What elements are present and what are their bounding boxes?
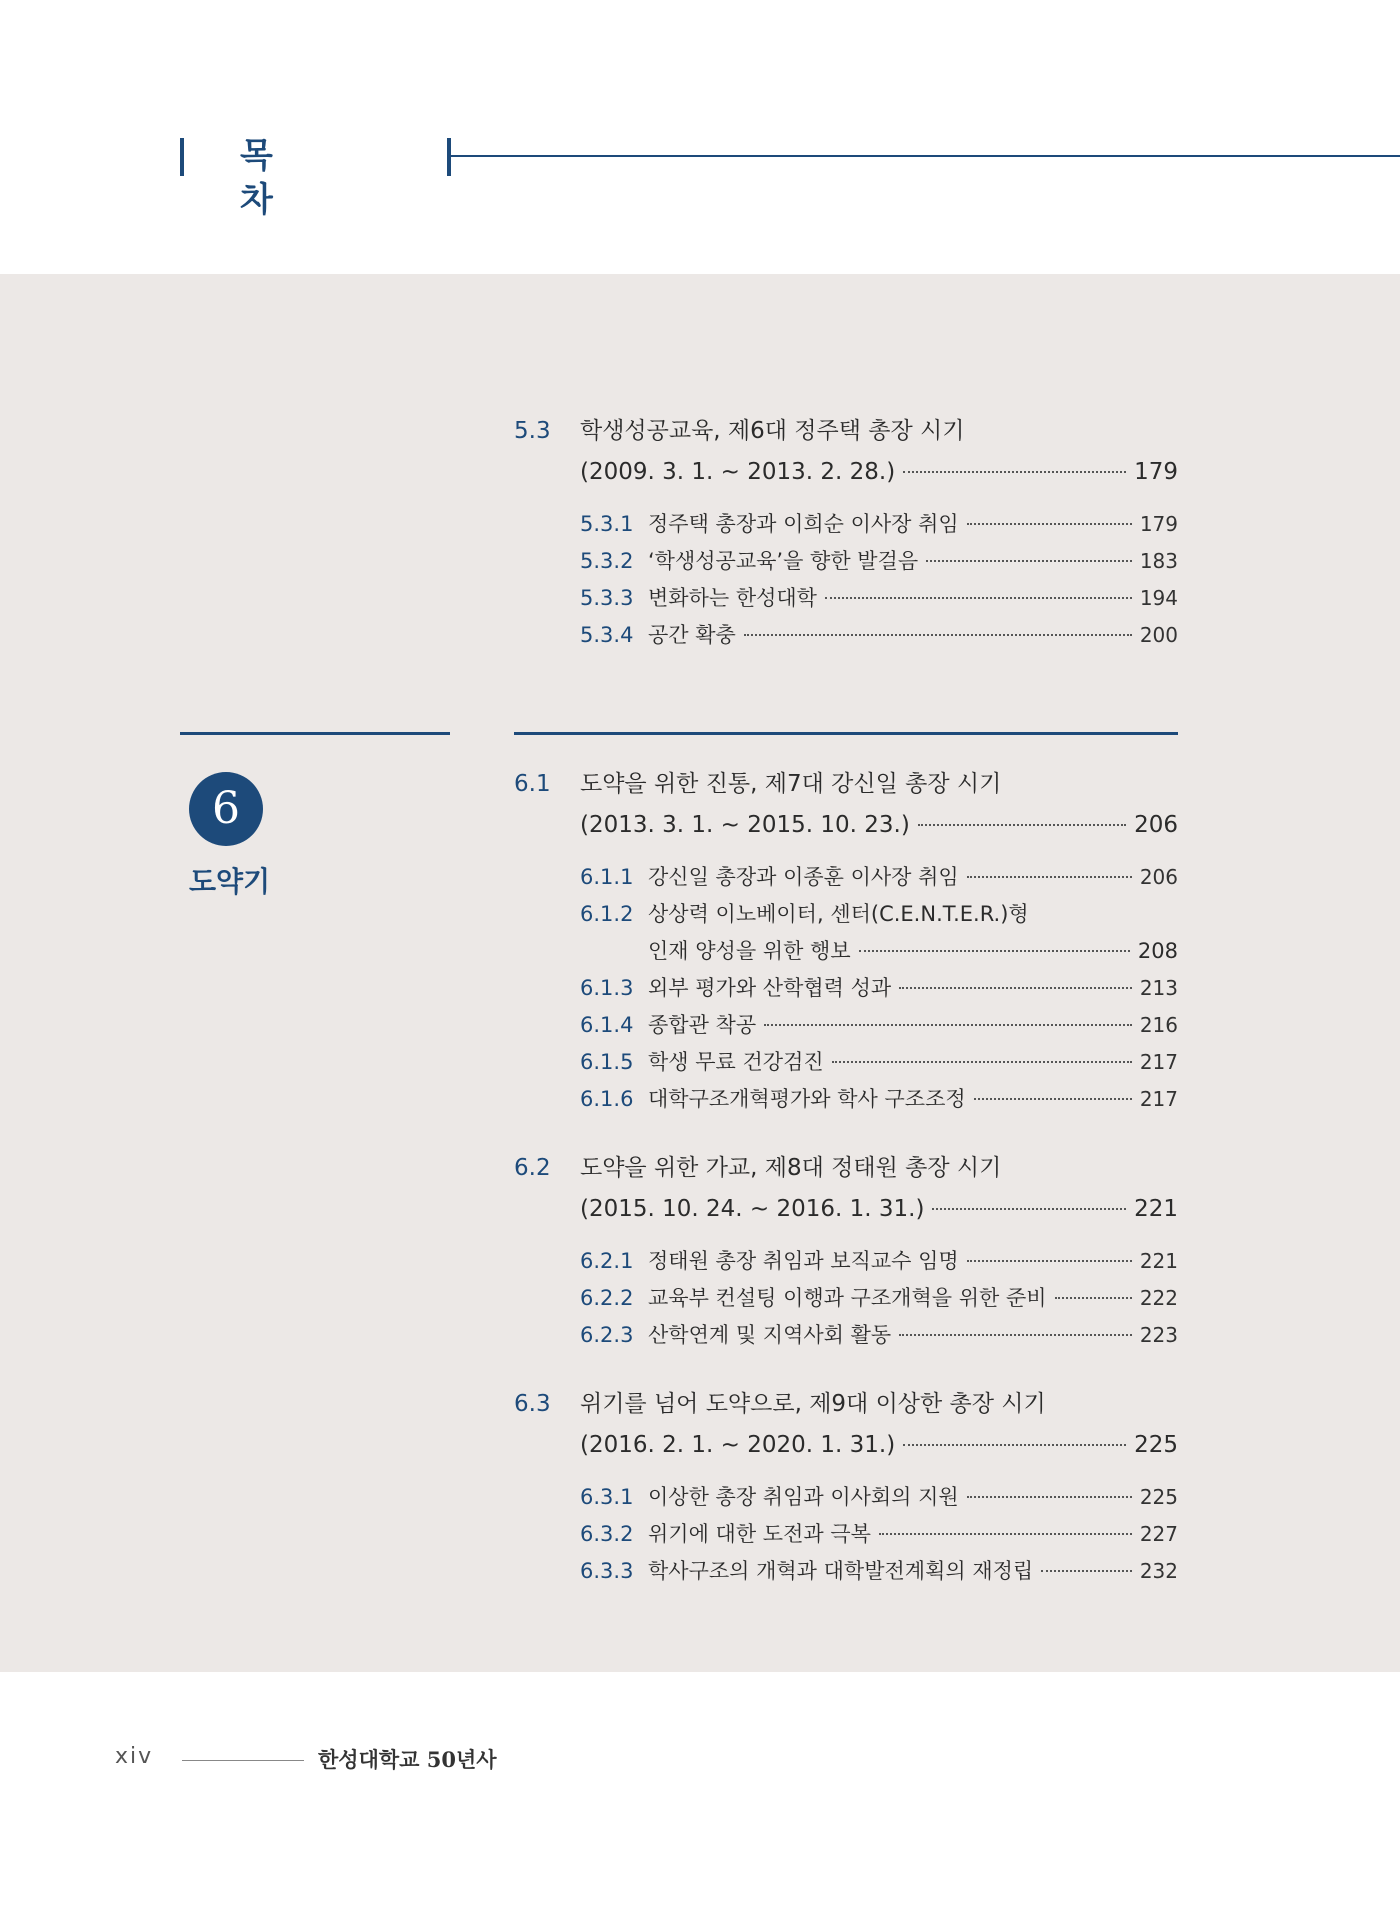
period-text: (2013. 3. 1. ~ 2015. 10. 23.) <box>580 812 910 838</box>
page-number: 222 <box>1139 1286 1178 1310</box>
section-title: 학생성공교육, 제6대 정주택 총장 시기 <box>580 418 965 444</box>
toc-item-6-1-5[interactable] <box>580 1047 1178 1077</box>
item-title: 교육부 컨설팅 이행과 구조개혁을 위한 준비 <box>648 1286 1047 1310</box>
item-title: 종합관 착공 <box>648 1013 757 1037</box>
leader-dots <box>967 523 1132 525</box>
toc-item-6-2-3[interactable] <box>580 1320 1178 1350</box>
toc-item-6-1-1[interactable] <box>580 862 1178 892</box>
toc-item-6-3-3[interactable] <box>580 1556 1178 1586</box>
section-number: 6.2 <box>514 1155 551 1181</box>
leader-dots <box>903 471 1126 473</box>
leader-dots <box>899 987 1132 989</box>
page-number: 206 <box>1139 865 1178 889</box>
item-title: 학사구조의 개혁과 대학발전계획의 재정립 <box>648 1559 1034 1583</box>
chapter-rule-left <box>180 732 450 735</box>
item-title: 이상한 총장 취임과 이사회의 지원 <box>648 1485 959 1509</box>
page-header <box>0 0 1400 274</box>
item-number: 6.1.5 <box>580 1050 634 1074</box>
page-number: 232 <box>1139 1559 1178 1583</box>
page-number: 200 <box>1139 623 1178 647</box>
toc-item-6-1-4[interactable] <box>580 1010 1178 1040</box>
section-period-6-1 <box>580 808 1178 842</box>
page-number: 227 <box>1139 1522 1178 1546</box>
toc-item-6-1-2-cont[interactable] <box>648 936 1178 966</box>
toc-section-5-3[interactable] <box>514 414 964 448</box>
leader-dots <box>1055 1297 1132 1299</box>
toc-item-6-2-1[interactable] <box>580 1246 1178 1276</box>
page-number: 217 <box>1139 1050 1178 1074</box>
toc-item-5-3-2[interactable] <box>580 546 1178 576</box>
leader-dots <box>879 1533 1132 1535</box>
toc-item-6-3-2[interactable] <box>580 1519 1178 1549</box>
page-number: 221 <box>1139 1249 1178 1273</box>
footer-book-title: 한성대학교 50년사 <box>318 1747 497 1772</box>
item-title: 상상력 이노베이터, 센터(C.E.N.T.E.R.)형 <box>648 902 1029 926</box>
leader-dots <box>967 1260 1132 1262</box>
period-text: (2009. 3. 1. ~ 2013. 2. 28.) <box>580 459 896 485</box>
page-number: 179 <box>1134 459 1178 485</box>
leader-dots <box>903 1444 1126 1446</box>
footer-page-number: xiv <box>115 1744 154 1769</box>
page-number: 225 <box>1134 1432 1178 1458</box>
page-number: 194 <box>1139 586 1178 610</box>
chapter-number-badge: 6 <box>189 772 263 846</box>
section-period-6-2 <box>580 1192 1178 1226</box>
page-number: 225 <box>1139 1485 1178 1509</box>
toc-item-6-1-3[interactable] <box>580 973 1178 1003</box>
title-bar-left <box>180 138 184 176</box>
leader-dots <box>825 597 1132 599</box>
section-period-6-3 <box>580 1428 1178 1462</box>
section-title: 도약을 위한 가교, 제8대 정태원 총장 시기 <box>580 1155 1002 1181</box>
leader-dots <box>967 876 1132 878</box>
item-title: 대학구조개혁평가와 학사 구조조정 <box>648 1087 966 1111</box>
leader-dots <box>744 634 1132 636</box>
footer-rule <box>182 1760 304 1761</box>
page-number: 216 <box>1139 1013 1178 1037</box>
item-title: 강신일 총장과 이종훈 이사장 취임 <box>648 865 959 889</box>
item-title: 변화하는 한성대학 <box>648 586 817 610</box>
section-title: 위기를 넘어 도약으로, 제9대 이상한 총장 시기 <box>580 1391 1046 1417</box>
page-number: 179 <box>1139 512 1178 536</box>
item-number: 6.1.3 <box>580 976 634 1000</box>
page-number: 208 <box>1137 939 1178 963</box>
item-number: 6.1.2 <box>580 902 634 926</box>
leader-dots <box>974 1098 1132 1100</box>
item-number: 5.3.4 <box>580 623 634 647</box>
item-title: 학생 무료 건강검진 <box>648 1050 824 1074</box>
page-number: 223 <box>1139 1323 1178 1347</box>
leader-dots <box>932 1208 1126 1210</box>
page-number: 213 <box>1139 976 1178 1000</box>
period-text: (2015. 10. 24. ~ 2016. 1. 31.) <box>580 1196 925 1222</box>
toc-item-5-3-1[interactable] <box>580 509 1178 539</box>
toc-item-6-1-6[interactable] <box>580 1084 1178 1114</box>
chapter-rule-right <box>514 732 1178 735</box>
toc-item-6-1-2[interactable] <box>580 899 1178 929</box>
page-number: 217 <box>1139 1087 1178 1111</box>
item-number: 6.3.1 <box>580 1485 634 1509</box>
toc-item-5-3-3[interactable] <box>580 583 1178 613</box>
section-period-5-3 <box>580 455 1178 489</box>
item-title: ‘학생성공교육’을 향한 발걸음 <box>648 549 919 573</box>
page-number: 221 <box>1134 1196 1178 1222</box>
item-title-cont: 인재 양성을 위한 행보 <box>648 939 851 963</box>
item-title: 정태원 총장 취임과 보직교수 임명 <box>648 1249 959 1273</box>
leader-dots <box>832 1061 1132 1063</box>
toc-item-6-2-2[interactable] <box>580 1283 1178 1313</box>
item-title: 외부 평가와 산학협력 성과 <box>648 976 892 1000</box>
item-number: 6.3.2 <box>580 1522 634 1546</box>
toc-section-6-3[interactable] <box>514 1387 1046 1421</box>
leader-dots <box>926 560 1132 562</box>
item-number: 6.1.1 <box>580 865 634 889</box>
leader-dots <box>1041 1570 1132 1572</box>
item-number: 6.2.1 <box>580 1249 634 1273</box>
leader-dots <box>859 950 1130 952</box>
toc-item-6-3-1[interactable] <box>580 1482 1178 1512</box>
period-text: (2016. 2. 1. ~ 2020. 1. 31.) <box>580 1432 896 1458</box>
chapter-title: 도약기 <box>189 865 271 898</box>
item-title: 정주택 총장과 이희순 이사장 취임 <box>648 512 959 536</box>
item-title: 위기에 대한 도전과 극복 <box>648 1522 871 1546</box>
leader-dots <box>899 1334 1132 1336</box>
item-number: 6.1.4 <box>580 1013 634 1037</box>
toc-section-6-1[interactable] <box>514 767 1001 801</box>
toc-item-5-3-4[interactable] <box>580 620 1178 650</box>
leader-dots <box>918 824 1126 826</box>
page-number: 206 <box>1134 812 1178 838</box>
item-number: 5.3.1 <box>580 512 634 536</box>
section-number: 6.3 <box>514 1391 551 1417</box>
item-title: 산학연계 및 지역사회 활동 <box>648 1323 892 1347</box>
header-rule <box>451 155 1400 157</box>
page-title: 목 차 <box>240 136 299 220</box>
leader-dots <box>967 1496 1132 1498</box>
page-number: 183 <box>1139 549 1178 573</box>
item-number: 5.3.2 <box>580 549 634 573</box>
section-number: 5.3 <box>514 418 551 444</box>
section-number: 6.1 <box>514 771 551 797</box>
title-bar-right <box>447 138 451 176</box>
item-number: 6.3.3 <box>580 1559 634 1583</box>
item-number: 6.1.6 <box>580 1087 634 1111</box>
item-number: 6.2.3 <box>580 1323 634 1347</box>
item-number: 5.3.3 <box>580 586 634 610</box>
item-number: 6.2.2 <box>580 1286 634 1310</box>
leader-dots <box>764 1024 1132 1026</box>
toc-section-6-2[interactable] <box>514 1151 1001 1185</box>
item-title: 공간 확충 <box>648 623 736 647</box>
section-title: 도약을 위한 진통, 제7대 강신일 총장 시기 <box>580 771 1002 797</box>
